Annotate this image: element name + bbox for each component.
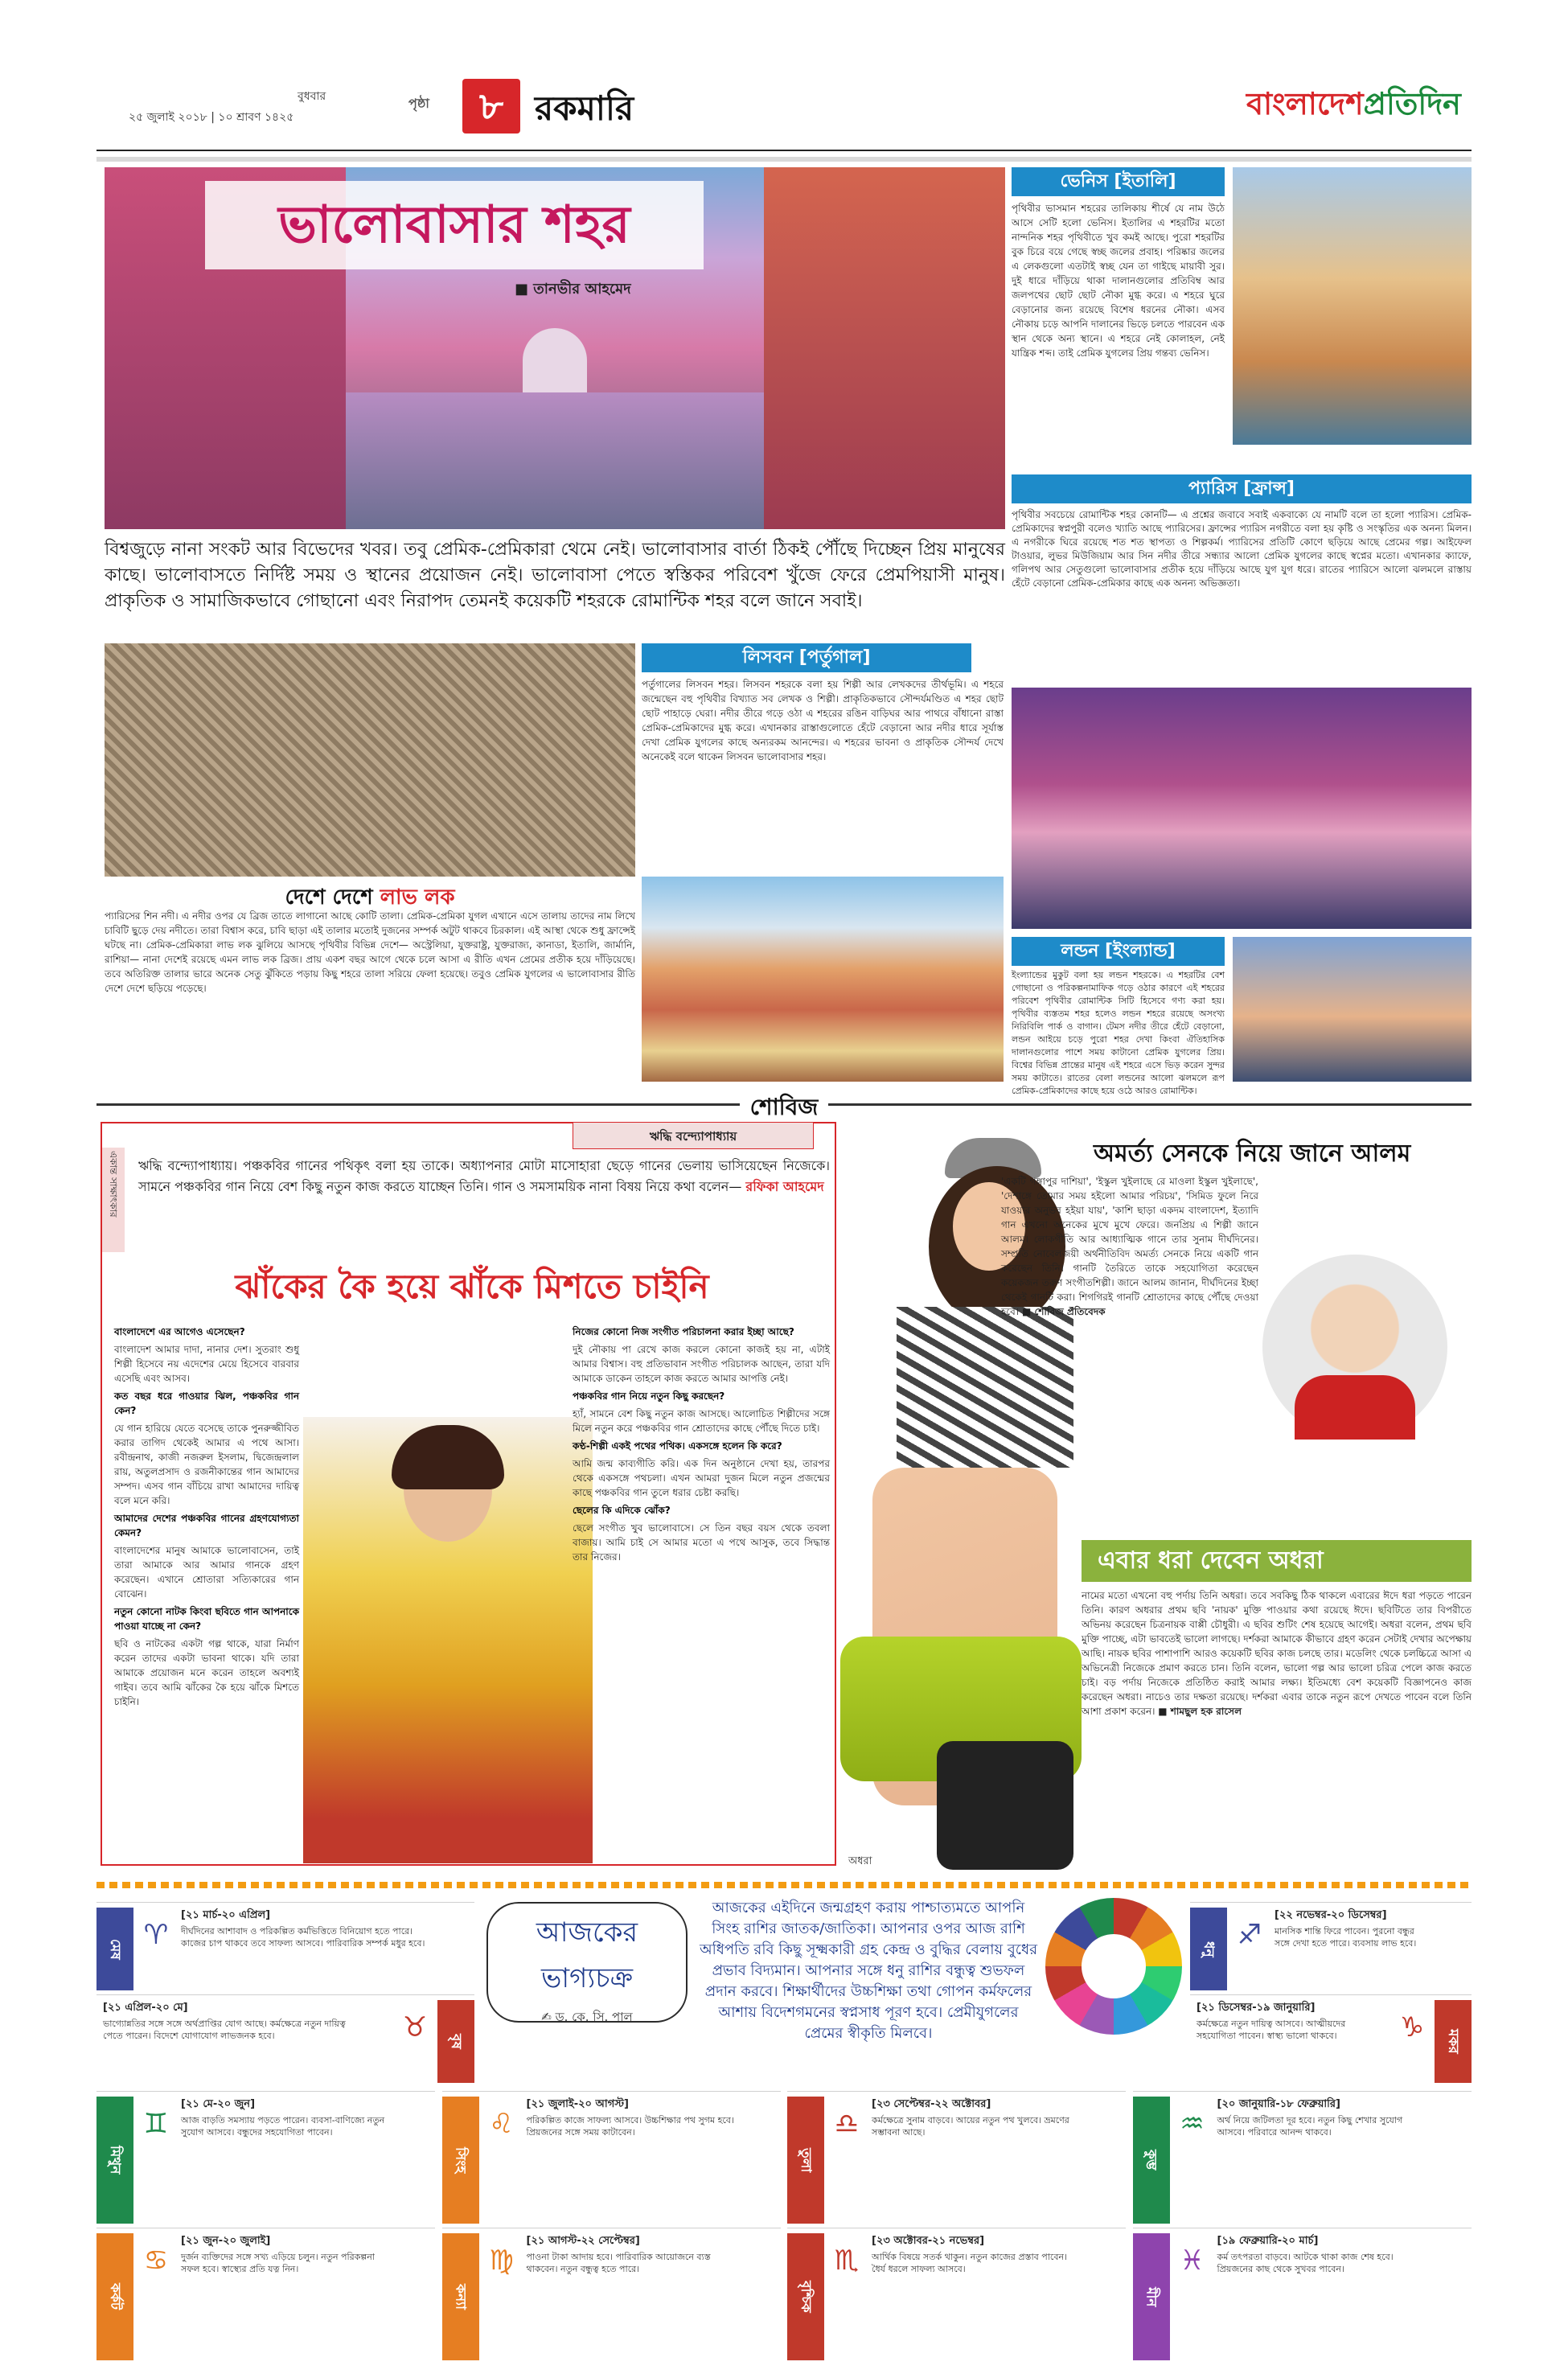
zodiac-date: [২১ আগস্ট-২২ সেপ্টেম্বর] [526,2235,640,2247]
qa-2-q: কত বছর ধরে গাওয়ার ঝিল, পঞ্চকবির গান কেন? [114,1390,299,1416]
zodiac-glyph-icon: ♌ [489,2108,514,2140]
zodiac-date: [২১ এপ্রিল-২০ মে] [103,2002,188,2014]
jane-alam-shirt [1295,1375,1415,1440]
page-number-badge [462,79,520,133]
zodiac-text: দুর্জন ব্যক্তিদের সঙ্গে সখ্য এড়িয়ে চলুন। নতুন পরিকল্পনা সফল হবে। স্বাস্থ্যের প্রতি যত্ন নিন। [181,2252,375,2274]
zodiac-name: বৃশ্চিক [787,2233,824,2360]
zodiac-date: [২৩ অক্টোবর-২১ নভেম্বর] [872,2235,985,2247]
logo-part-1: বাংলাদেশ [1246,85,1364,121]
masthead [96,71,1472,151]
zodiac-text: দীর্ঘদিনের আশাবাদ ও পরিকল্পিত কর্মভিত্তিতে বিনিয়োগ হতে পারে। কাজের চাপ থাকবে তবে সাফল্য আসবে। পারিবারিক সম্পর্ক মধুর হবে। [181,1926,425,1949]
zodiac-glyph-icon: ♈ [143,1919,169,1951]
qa-6-a: হ্যাঁ, সামনে বেশ কিছু নতুন কাজ আসছে। আলোচিত শিল্পীদের সঙ্গে মিলে নতুন করে পঞ্চকবির গান শ্রোতাদের কাছে পৌঁছে দিতে চাই। [573,1408,830,1434]
zodiac-cell [1133,2228,1472,2364]
love-lock-title-2: লাভ লক [380,885,455,910]
singer-photo [303,1417,593,1863]
zodiac-wheel-center [1082,1934,1146,1998]
singer-hair [392,1425,504,1489]
zodiac-cell [442,2228,781,2364]
zodiac-date: [২১ জুলাই-২০ আগস্ট] [526,2098,629,2110]
lisbon-text: পর্তুগালের লিসবন শহর। লিসবন শহরকে বলা হয় শিল্পী আর লেখকদের তীর্থভূমি। এ শহরে জন্মেছেন বহু পৃথিবীর বিখ্যাত সব লেখক ও শিল্পী। প্রাকৃতিকভাবে সৌন্দর্যমণ্ডিত এ শহর ছোট ছোট পাহাড়ে ঘেরা। নদীর তীরে গড়ে ওঠা এ শহরের রঙিন বাড়িঘর আর পাথরে বাঁধানো রাস্তা প্রেমিক-প্রেমিকাদের মুগ্ধ করে। এখানকার রাস্তাগুলোতে হেঁটে বেড়ানো আর নদীর ধারে সূর্যাস্ত দেখা প্রেমিক যুগলের কাছে অন্যরকম আনন্দের। এ শহরের ভাবনা ও প্রাকৃতিক সৌন্দর্য দেখে অনেকেই বলে থাকেন লিসবন ভালোবাসার শহর। [642,679,1004,762]
qa-5-q: নিজের কোনো নিজ সংগীত পরিচালনা করার ইচ্ছা আছে? [573,1326,794,1337]
zodiac-text: মানসিক শান্তি ফিরে পাবেন। পুরনো বন্ধুর সঙ্গে দেখা হতে পারে। ব্যবসায় লাভ হবে। [1275,1926,1417,1949]
zodiac-text: আর্থিক বিষয়ে সতর্ক থাকুন। নতুন কাজের প্রস্তাব পাবেন। ধৈর্য ধরলে সাফল্য আসবে। [872,2252,1067,2274]
zodiac-date: [২৩ সেপ্টেম্বর-২২ অক্টোবর] [872,2098,991,2110]
zodiac-cell [96,2091,435,2228]
zodiac-name: মীন [1133,2233,1170,2360]
interview-intro-text: ঋদ্ধি বন্দ্যোপাধ্যায়। পঞ্চকবির গানের পথিকৃৎ বলা হয় তাকে। অধ্যাপনার মোটা মাসোহারা ছেড়ে গানের ভেলায় ভাসিয়েছেন নিজেকে। সামনে পঞ্চকবির গান নিয়ে বেশ কিছু নতুন কাজ করতে যাচ্ছেন তিনি। গান ও সমসাময়িক নানা বিষয় নিয়ে কথা বলেন— [138,1158,830,1194]
lisbon-title: লিসবন [পর্তুগাল] [642,643,971,672]
zodiac-text: আজ বাড়তি সমস্যায় পড়তে পারেন। ব্যবসা-বাণিজ্যে নতুন সুযোগ আসবে। বন্ধুদের সহযোগিতা পাবেন। [181,2115,385,2138]
masthead-weekday: বুধবার [298,90,326,103]
zodiac-cell [1190,1902,1472,1994]
qa-8-a: ছেলে সংগীত খুব ভালোবাসে। সে তিন বছর বয়স থেকে তবলা বাজায়। আমি চাই সে আমার মতো এ পথে আসুক, তবে সিদ্ধান্ত তার নিজের। [573,1522,830,1563]
zodiac-name: সিংহ [442,2097,479,2224]
qa-5-a: দুই নৌকায় পা রেখে কাজ করলে কোনো কাজই হয় না, এটাই আমার বিশ্বাস। বহু প্রতিভাবান সংগীত পরিচালক আছেন, তারা যদি আমাকে ডাকেন তাহলে কাজ করতে আমার আপত্তি নেই। [573,1344,830,1384]
zodiac-date: [২১ মার্চ-২০ এপ্রিল] [181,1909,271,1921]
zodiac-name: মিথুন [96,2097,133,2224]
qa-6-q: পঞ্চকবির গান নিয়ে নতুন কিছু করছেন? [573,1390,725,1402]
london-title: লন্ডন [ইংল্যান্ড] [1012,937,1225,966]
paris-bridge-photo [1012,688,1472,929]
zodiac-cell [96,2228,435,2364]
zodiac-name: ধনু [1190,1908,1227,1990]
zodiac-right-column [1190,1902,1472,2087]
zodiac-bottom-rows [96,2091,1472,2364]
zodiac-cell [442,2091,781,2228]
zodiac-text: ভাগ্যোন্নতির সঙ্গে সঙ্গে অর্থপ্রাপ্তির যোগ আছে। কর্মক্ষেত্রে নতুন দায়িত্ব পেতে পারেন। বিদেশে যোগাযোগ লাভজনক হবে। [103,2019,346,2041]
qa-3-q: আমাদের দেশের পঞ্চকবির গানের গ্রহণযোগ্যতা কেমন? [114,1513,299,1538]
amartya-text-body: 'একটি গঙ্গাপুর দাশিয়া', 'ইস্কুল খুইলাছে রে মাওলা ইস্কুল খুইলাছে', 'দেশাঙ্গে তোমার সময় হইলো আমার পরিচয়', 'সিমিড ফুলে নিরে যাওয়ার অনুভব হইয়া যায়', 'কাশি ছাড়া একদম বাংলাদেশ, ইত্যাদি গান এখনো অনেকের মুখে মুখে ফেরে। জনপ্রিয় এ শিল্পী জানে আলম। লোকগীতি আর আধ্যাত্মিক গানে তার সুনাম দীর্ঘদিনের। সম্প্রতি নোবেলজয়ী অর্থনীতিবিদ অমর্ত্য সেনকে নিয়ে একটি গান করেছেন তিনি। গানটি তৈরিতে তাকে সহযোগিতা করেছেন কয়েকজন তরুণ সংগীতশিল্পী। জানে আলম জানান, দীর্ঘদিনের ইচ্ছা থেকেই গানটি করা। শিগগিরই গানটি শ্রোতাদের কাছে পৌঁছে দেওয়া হবে। [1001,1176,1258,1317]
zodiac-date: [২১ ডিসেম্বর-১৯ জানুয়ারি] [1197,2002,1316,2014]
love-lock-text: প্যারিসের শিন নদী। এ নদীর ওপর যে ব্রিজ তাতে লাগানো আছে কোটি তালা। প্রেমিক-প্রেমিকা যুগল এখানে এসে তালায় তাদের নাম লিখে চাবিটি ছুড়ে দেয় নদীতে। তারা বিশ্বাস করে, চাবি ছাড়া এই তালার মতোই দুজনের সম্পর্ক অটুট থাকবে চিরকাল। এই আস্থা থেকে শুধু ফ্রান্সেই ঘটছে না। প্রেমিক-প্রেমিকারা লাভ লক ঝুলিয়ে আসছে পৃথিবীর বিভিন্ন দেশে— অস্ট্রেলিয়া, যুক্তরাষ্ট্র, যুক্তরাজ্য, কানাডা, ইতালি, জার্মানি, রাশিয়া— নানা দেশেই রয়েছে এমন লাভ লক ব্রিজ। প্রায় একশ বছর আগে থেকে চলে আসা এ রীতি এখন প্রেমের প্রতীক হয়ে দাঁড়িয়েছে। তবে অতিরিক্ত তালার ভারে অনেক সেতু ঝুঁকিতে পড়ায় কিছু শহরে তালা সরিয়ে ফেলা হয়েছে। তবুও প্রেমিক যুগলের এ ভালোবাসার রীতি দেশে দেশে ছড়িয়ে পড়েছে। [105,910,635,994]
love-cities-byline: ■ তানভীর আহমেদ [515,281,631,298]
interview-box [101,1122,836,1866]
zodiac-name: বৃষ [437,2000,474,2083]
horoscope-intro: আজকের এইদিনে জন্মগ্রহণ করায় পাশ্চাত্যমতে আপনি সিংহ রাশির জাতক/জাতিকা। আপনার ওপর আজ রাশি অধিপতি রবি কিছু সূক্ষ্মকারী গ্রহ কেন্দ্র ও বুদ্ধির বেলায় বুধের প্রভাব বিদ্যমান। আপনার সঙ্গে ধনু রাশির বন্ধুত্ব শুভফল প্রদান করবে। শিক্ষার্থীদের উচ্চশিক্ষা তথা গোপন কর্মফলের আশায় বিদেশগমনের স্বপ্নসাধ পূরণ হবে। প্রেমীযুগলের প্রেমের স্বীকৃতি মিলবে। [700,1900,1038,2042]
showbiz-rule-right [828,1103,1472,1106]
qa-1-a: বাংলাদেশ আমার দাদা, নানার দেশ। সুতরাং শুধু শিল্পী হিসেবে নয় এদেশের মেয়ে হিসেবে বারবার এসেছি এবং আসব। [114,1344,299,1384]
zodiac-cell [96,1994,474,2087]
zodiac-text: কর্ম তৎপরতা বাড়বে। আটকে থাকা কাজ শেষ হবে। প্রিয়জনের কাছ থেকে সুখবর পাবেন। [1217,2252,1394,2274]
london-text: ইংল্যান্ডের মুকুট বলা হয় লন্ডন শহরকে। এ শহরটির বেশ গোছানো ও পরিকল্পনামাফিক গড়ে ওঠার কারণে এই শহরের পরিবেশ পৃথিবীর রোমান্টিক সিটি হিসেবে গণ্য করা হয়। পৃথিবীর ব্যস্ততম শহর হলেও লন্ডন শহরে রয়েছে অসংখ্য নিরিবিলি পার্ক ও বাগান। টেমস নদীর তীরে হেঁটে বেড়ানো, লন্ডন আইয়ে চড়ে পুরো শহর দেখা কিংবা ঐতিহাসিক দালানগুলোর পাশে সময় কাটানো প্রেমিক যুগলের প্রিয়। বিশ্বের বিভিন্ন প্রান্তের মানুষ এই শহরে এসে ভিড় করেন সুন্দর সময় কাটাতে। রাতের বেলা লন্ডনের আলো ঝলমলে রূপ প্রেমিক-প্রেমিকাদের কাছে হয়ে ওঠে আরও রোমান্টিক। [1012,970,1225,1096]
actress-photo-caption: অধরা [848,1855,872,1867]
love-lock-title-1: দেশে দেশে [285,885,380,910]
street [346,392,764,529]
zodiac-text: কর্মক্ষেত্রে নতুন দায়িত্ব আসবে। আত্মীয়দের সহযোগিতা পাবেন। স্বাস্থ্য ভালো থাকবে। [1197,2019,1346,2041]
zodiac-glyph-icon: ♉ [402,2011,428,2043]
venice-box [1012,167,1472,465]
love-cities-headline: ভালোবাসার শহর [278,195,630,255]
zodiac-glyph-icon: ♊ [143,2108,169,2140]
zodiac-glyph-icon: ♒ [1180,2108,1205,2140]
london-box [1012,937,1472,1096]
zodiac-text: কর্মক্ষেত্রে সুনাম বাড়বে। আয়ের নতুন পথ খুলবে। ভ্রমণের সম্ভাবনা আছে। [872,2115,1069,2138]
interview-headline: ঝাঁকের কৈ হয়ে ঝাঁকে মিশতে চাইনি [235,1267,709,1306]
dome [523,328,587,392]
zodiac-glyph-icon: ♐ [1237,1919,1262,1951]
zodiac-cell [1190,1994,1472,2087]
zodiac-date: [১৯ ফেব্রুয়ারি-২০ মার্চ] [1217,2235,1319,2247]
zodiac-cell [787,2228,1126,2364]
horoscope-title-2: ভাগ্যচক্র [540,1962,634,1994]
zodiac-glyph-icon: ♍ [489,2245,514,2277]
zodiac-cell [96,1902,474,1994]
adhora-headline: এবার ধরা দেবেন অধরা [1098,1546,1324,1575]
venice-photo [1233,167,1472,445]
qa-4-a: ছবি ও নাটকের একটা গল্প থাকে, যারা নির্মাণ করেন তাদের একটা ভাবনা থাকে। যদি তারা আমাকে প্রয়োজন মনে করেন তাহলে অবশ্যই গাইব। তবে আমি ঝাঁকের কৈ হয়ে ঝাঁকে মিশতে চাইনি। [114,1638,299,1707]
horoscope-title-1: আজকের [536,1916,638,1949]
newspaper-logo [1246,80,1480,129]
masthead-rule [96,157,1472,162]
zodiac-date: [২১ মে-২০ জুন] [181,2098,256,2110]
logo-part-2: প্রতিদিন [1363,85,1461,121]
interview-tag-text: ঋদ্ধি বন্দ্যোপাধ্যায় [649,1129,737,1144]
interview-col-2 [573,1325,830,1863]
qa-7-q: কণ্ঠ-শিল্পী একই পথের পথিক। একসঙ্গে হলেন কি করে? [573,1440,782,1452]
interview-intro [138,1156,830,1260]
section-name: রকমারি [535,88,634,128]
zodiac-cell [787,2091,1126,2228]
page-number: ৮ [479,84,503,128]
interview-col-1 [114,1325,299,1863]
amartya-text [1001,1174,1258,1536]
zodiac-glyph-icon: ♎ [834,2108,860,2140]
adhora-credit: ■ শামছুল হক রাসেল [1158,1706,1242,1717]
zodiac-glyph-icon: ♏ [834,2245,860,2277]
paris-text: পৃথিবীর সবচেয়ে রোমান্টিক শহর কোনটি— এ প্রশ্নের জবাবে সবাই একবাক্যে যে নামটি বলে তা হলো প্যারিস। প্রেমিক-প্রেমিকাদের স্বপ্নপুরী বলেও খ্যাতি আছে প্যারিসের। ফ্রান্সের প্যারিস নগরীতে বলা হয় কৃষ্টি ও সংস্কৃতির এক অনন্য মিলন। এ নগরীকে ঘিরে রয়েছে শত শত স্থাপত্য ও শিল্পকর্ম। প্যারিসের প্রতিটি কোণে ছড়িয়ে আছে প্রেমের গল্প। আইফেল টাওয়ার, লুভর মিউজিয়াম আর সিন নদীর তীরে সন্ধ্যার আলো প্রেমিক যুগলের কাছে স্বপ্নের মতো। এখানকার ক্যাফে, গলিপথ আর সেতুগুলো ভালোবাসার প্রতীক হয়ে দাঁড়িয়ে আছে যুগ যুগ ধরে। রাতের প্যারিসে আলো ঝলমলে রাস্তায় হেঁটে বেড়ানো প্রেমিক-প্রেমিকার কাছে এক অনন্য অভিজ্ঞতা। [1012,509,1472,589]
horoscope-title-box [486,1902,688,2023]
zodiac-text: পাওনা টাকা আদায় হবে। পারিবারিক আয়োজনে ব্যস্ত থাকবেন। নতুন বন্ধুত্ব হতে পারে। [526,2252,711,2274]
adhora-text-body: নামের মতো এখনো বহু পর্দায় তিনি অধরা। তবে সবকিছু ঠিক থাকলে এবারের ঈদে ধরা পড়তে পারেন তিনি। কারণ অধরার প্রথম ছবি 'নায়ক' মুক্তি পাওয়ার কথা রয়েছে ঈদে। ছবিটিতে তার বিপরীতে অভিনয় করেছেন চিত্রনায়ক বাপ্পী চৌধুরী। এ ছবির শুটিং শেষ হয়েছে আগেই। অধরা বলেন, প্রথম ছবি মুক্তি পাচ্ছে, এটা ভাবতেই ভালো লাগছে। দর্শকরা আমাকে কীভাবে গ্রহণ করেন সেটাই দেখার অপেক্ষায় আছি। নায়ক ছবির পাশাপাশি আরও কয়েকটি ছবির কাজ চলছে তার। মডেলিং থেকে চলচ্চিত্রে আসা এ অভিনেত্রী নিজেকে প্রমাণ করতে চান। তিনি বলেন, ভালো গল্প আর ভালো চরিত্র পেলে কাজ করতে চাই। বড় পর্দায় নিজেকে প্রতিষ্ঠিত করাই আমার লক্ষ্য। ইতিমধ্যে বেশ কয়েকটি বিজ্ঞাপনেও কাজ করেছেন অধরা। নাচেও তার দক্ষতা রয়েছে। দর্শকরা এবার তাকে নতুন রূপে দেখতে পাবেন বলে তিনি আশা প্রকাশ করেন। [1082,1590,1472,1717]
zodiac-date: [২০ জানুয়ারি-১৮ ফেব্রুয়ারি] [1217,2098,1340,2110]
qa-7-a: আমি জন্ম কাব্যগীতি করি। এক দিন অনুষ্ঠানে দেখা হয়, তারপর থেকে একসঙ্গে পথচলা। এখন আমরা দুজন মিলে নতুন প্রজন্মের কাছে পঞ্চকবির গান তুলে ধরার চেষ্টা করছি। [573,1458,830,1498]
zodiac-name: কন্যা [442,2233,479,2360]
adhora-headline-bar [1082,1540,1472,1582]
hero-title-box [205,181,704,269]
zodiac-cell [1133,2091,1472,2228]
qa-8-q: ছেলের কি এদিকে ঝোঁক? [573,1505,671,1516]
lisbon-photo [642,877,1004,1082]
zodiac-glyph-icon: ♓ [1180,2245,1205,2277]
building-right [764,167,1005,529]
amartya-headline: অমর্ত্য সেনকে নিয়ে জানে আলম [1094,1140,1411,1168]
showbiz-rule-left [96,1103,740,1106]
paris-title: প্যারিস [ফ্রান্স] [1012,474,1472,503]
amartya-credit: ■ শোবিজ প্রতিবেদক [1021,1306,1106,1317]
qa-2-a: যে গান হারিয়ে যেতে বসেছে তাকে পুনরুজ্জীবিত করার তাগিদ থেকেই আমার এ পথে আসা। রবীন্দ্রনাথ, কাজী নজরুল ইসলাম, দ্বিজেন্দ্রলাল রায়, অতুলপ্রসাদ ও রজনীকান্তের গান আমাদের সম্পদ। এসব গান বাঁচিয়ে রাখা আমাদের দায়িত্ব বলে মনে করি। [114,1423,299,1506]
actress-boots [937,1741,1073,1870]
zodiac-text: পরিকল্পিত কাজে সাফল্য আসবে। উচ্চশিক্ষার পথ সুগম হবে। প্রিয়জনের সঙ্গে সময় কাটাবেন। [526,2115,734,2138]
zodiac-date: [২১ জুন-২০ জুলাই] [181,2235,271,2247]
page-label: পৃষ্ঠা [408,96,429,111]
horoscope-divider [96,1882,1472,1888]
qa-1-q: বাংলাদেশে এর আগেও এসেছেন? [114,1326,245,1337]
zodiac-wheel [1045,1898,1182,2035]
zodiac-name: মকর [1435,2000,1472,2083]
jane-alam-photo [1262,1255,1447,1440]
interview-side-text: একান্ত সাক্ষাৎকার [108,1151,119,1218]
zodiac-glyph-icon: ♋ [143,2245,169,2277]
zodiac-name: কর্কট [96,2233,133,2360]
venice-title: ভেনিস [ইতালি] [1012,167,1225,196]
love-cities-intro: বিশ্বজুড়ে নানা সংকট আর বিভেদের খবর। তবু প্রেমিক-প্রেমিকারা থেমে নেই। ভালোবাসার বার্তা ঠিকই পৌঁছে দিচ্ছেন প্রিয় মানুষের কাছে। ভালোবাসতে নির্দিষ্ট সময় ও স্থানের প্রয়োজন নেই। ভালোবাসা পেতে স্বস্তিকর পরিবেশ খুঁজে ফেরে প্রেমপিয়াসী মানুষ। প্রাকৃতিক ও সামাজিকভাবে গোছানো এবং নিরাপদ তেমনই কয়েকটি শহরকে রোমান্টিক শহর বলে জানে সবাই। [105,540,1005,611]
adhora-text [1082,1588,1472,1874]
qa-3-a: বাংলাদেশের মানুষ আমাকে ভালোবাসেন, তাই তারা আমাকে আর আমার গানকে গ্রহণ করেছেন। এখানে শ্রোতারা সত্যিকারের গান বোঝেন। [114,1545,299,1600]
zodiac-left-column [96,1902,474,2087]
zodiac-name: তুলা [787,2097,824,2224]
qa-4-q: নতুন কোনো নাটক কিংবা ছবিতে গান আপনাকে পাওয়া যাচ্ছে না কেন? [114,1606,299,1632]
love-lock-photo [105,643,635,877]
interview-side-label [102,1148,125,1252]
zodiac-name: কুম্ভ [1133,2097,1170,2224]
interview-tag [573,1122,814,1149]
zodiac-glyph-icon: ♑ [1399,2011,1425,2043]
showbiz-section-title: শোবিজ [749,1094,819,1120]
horoscope-author: ✍ ড. কে. সি. পাল [541,2010,633,2024]
masthead-date: ২৫ জুলাই ২০১৮ | ১০ শ্রাবণ ১৪২৫ [129,111,294,124]
venice-text: পৃথিবীর ভাসমান শহরের তালিকায় শীর্ষে যে নাম উঠে আসে সেটি হলো ভেনিস। ইতালির এ শহরটির মতো নান্দনিক শহর পৃথিবীতে খুব কমই আছে। পুরো শহরটির বুক চিরে বয়ে গেছে স্বচ্ছ জলের প্রবাহ। পরিষ্কার জলের এ লেকগুলো এতটাই স্বচ্ছ যেন তা গাইছে মায়াবী সুর। দুই ধারে দাঁড়িয়ে থাকা দালানগুলোর প্রতিবিম্ব আর জলপথের ছোট ছোট নৌকা মুগ্ধ করে। এ শহরে ঘুরে বেড়ানোর জন্য রয়েছে বিশেষ ধরনের নৌকা। এসব নৌকায় চড়ে আপনি দালানের ভিড়ে চলতে পারবেন এক স্থান থেকে অন্য স্থানে। এ শহরে নেই কোলাহল, নেই যান্ত্রিক শব্দ। তাই প্রেমিক যুগলের প্রিয় গন্তব্য ভেনিস। [1012,203,1225,359]
london-photo [1233,937,1472,1082]
zodiac-date: [২২ নভেম্বর-২০ ডিসেম্বর] [1275,1909,1387,1921]
zodiac-name: মেষ [96,1908,133,1990]
interview-interviewer: রফিকা আহমেদ [745,1179,824,1194]
zodiac-text: অর্থ নিয়ে জটিলতা দূর হবে। নতুন কিছু শেখার সুযোগ আসবে। পরিবারে আনন্দ থাকবে। [1217,2115,1403,2138]
